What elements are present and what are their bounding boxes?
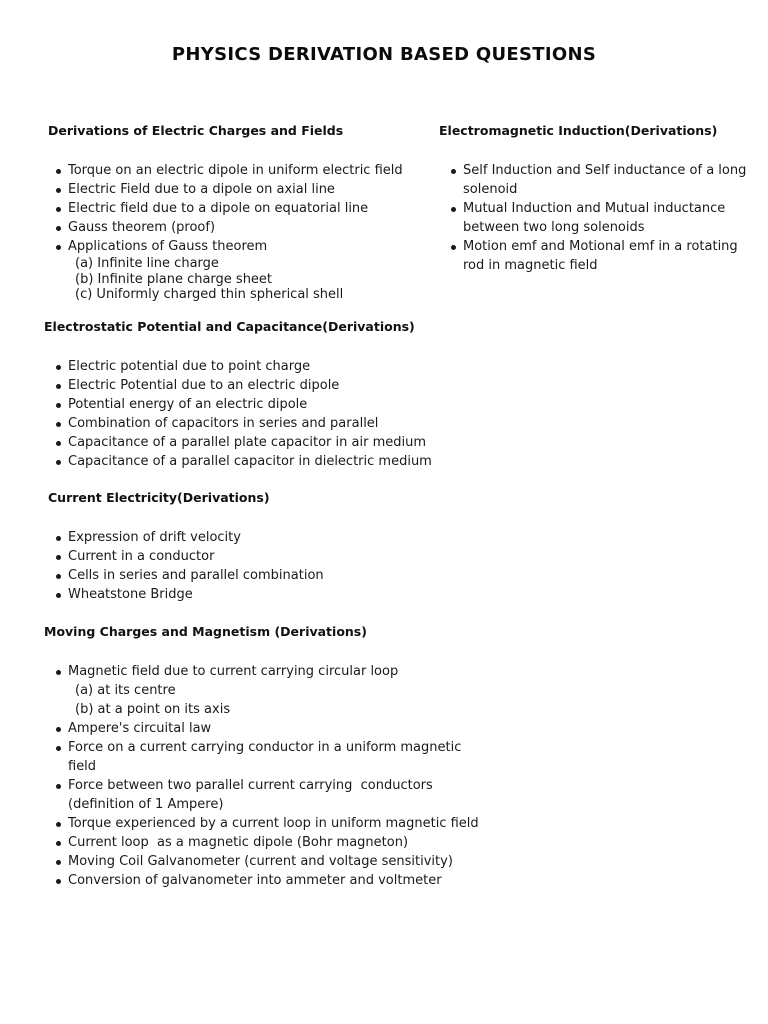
bullet-icon (56, 169, 61, 174)
list-item (44, 199, 444, 218)
list-item (44, 833, 469, 852)
list-item (44, 662, 469, 719)
bullet-icon (56, 593, 61, 598)
bullet-icon (56, 441, 61, 446)
bullet-icon (56, 860, 61, 865)
bullet-icon (56, 536, 61, 541)
bullet-icon (56, 555, 61, 560)
section-heading: Moving Charges and Magnetism (Derivations) (44, 624, 367, 639)
list-item (44, 433, 464, 452)
list-item (44, 585, 444, 604)
bullet-icon (451, 245, 456, 250)
bullet-icon (56, 226, 61, 231)
list-item (44, 376, 464, 395)
item-list (44, 357, 464, 471)
list-item (44, 566, 444, 585)
item-list (439, 161, 749, 275)
list-item (44, 218, 444, 237)
list-item (44, 452, 464, 471)
bullet-icon (451, 207, 456, 212)
item-text: Current in a conductor (68, 549, 215, 564)
item-text: Electric field due to a dipole on equatorial line (68, 201, 369, 216)
list-item (44, 719, 469, 738)
list-item (44, 237, 444, 303)
bullet-icon (56, 879, 61, 884)
section-electric-charges (44, 123, 444, 303)
section-current-electricity (44, 490, 444, 604)
item-text: Force between two parallel current carrying conductors (definition of 1 Ampere) (68, 778, 437, 812)
item-list (44, 662, 479, 890)
item-text: Electric Potential due to an electric dipole (68, 378, 340, 393)
item-text: Force on a current carrying conductor in a uniform magnetic field (68, 740, 462, 774)
bullet-icon (56, 422, 61, 427)
list-item (439, 199, 749, 237)
item-text: Wheatstone Bridge (68, 587, 193, 602)
bullet-icon (56, 188, 61, 193)
list-item (44, 528, 444, 547)
list-item (44, 414, 464, 433)
item-text: Electric Field due to a dipole on axial line (68, 182, 335, 197)
sub-item: (b) at a point on its axis (75, 702, 231, 717)
item-text: Ampere's circuital law (68, 721, 212, 736)
item-text: Torque on an electric dipole in uniform electric field (68, 163, 403, 178)
item-text: Gauss theorem (proof) (68, 220, 216, 235)
item-text: Magnetic field due to current carrying circular loop (68, 664, 399, 679)
item-text: Torque experienced by a current loop in uniform magnetic field (68, 816, 479, 831)
item-text: Capacitance of a parallel capacitor in dielectric medium (68, 454, 432, 469)
item-text: Applications of Gauss theorem (68, 239, 268, 254)
bullet-icon (56, 670, 61, 675)
list-item (44, 357, 464, 376)
list-item (44, 776, 469, 814)
section-electromagnetic-induction (439, 123, 749, 275)
list-item (44, 395, 464, 414)
bullet-icon (451, 169, 456, 174)
item-text: Combination of capacitors in series and parallel (68, 416, 379, 431)
list-item (439, 161, 749, 199)
section-heading: Electrostatic Potential and Capacitance(Derivations) (44, 319, 415, 334)
sub-item: (c) Uniformly charged thin spherical shell (75, 287, 344, 302)
list-item (44, 547, 444, 566)
item-text: Potential energy of an electric dipole (68, 397, 308, 412)
section-heading: Derivations of Electric Charges and Fields (48, 123, 344, 138)
bullet-icon (56, 784, 61, 789)
sub-item: (a) at its centre (75, 683, 176, 698)
bullet-icon (56, 574, 61, 579)
bullet-icon (56, 245, 61, 250)
item-text: Electric potential due to point charge (68, 359, 311, 374)
list-item (44, 180, 444, 199)
sub-item: (b) Infinite plane charge sheet (75, 271, 273, 287)
item-text: Conversion of galvanometer into ammeter and voltmeter (68, 873, 442, 888)
section-heading: Current Electricity(Derivations) (48, 490, 270, 505)
section-electrostatic-potential (44, 319, 464, 471)
item-text: Motion emf and Motional emf in a rotating rod in magnetic field (463, 239, 738, 273)
item-list (44, 161, 444, 303)
list-item (44, 738, 469, 776)
item-list (44, 528, 444, 604)
bullet-icon (56, 403, 61, 408)
item-text: Current loop as a magnetic dipole (Bohr magneton) (68, 835, 409, 850)
sub-list (68, 256, 444, 303)
item-text: Mutual Induction and Mutual inductance between two long solenoids (463, 201, 726, 235)
item-text: Expression of drift velocity (68, 530, 241, 545)
page-title: PHYSICS DERIVATION BASED QUESTIONS (171, 44, 597, 65)
bullet-icon (56, 207, 61, 212)
bullet-icon (56, 460, 61, 465)
item-text: Moving Coil Galvanometer (current and voltage sensitivity) (68, 854, 453, 869)
section-heading: Electromagnetic Induction(Derivations) (439, 123, 718, 138)
bullet-icon (56, 746, 61, 751)
list-item (44, 161, 444, 180)
bullet-icon (56, 822, 61, 827)
section-moving-charges (44, 624, 479, 890)
bullet-icon (56, 365, 61, 370)
bullet-icon (56, 727, 61, 732)
list-item (44, 871, 469, 890)
item-text: Capacitance of a parallel plate capacitor in air medium (68, 435, 427, 450)
bullet-icon (56, 841, 61, 846)
list-item (44, 814, 479, 833)
bullet-icon (56, 384, 61, 389)
sub-item: (a) Infinite line charge (75, 256, 219, 271)
list-item (44, 852, 469, 871)
item-text: Self Induction and Self inductance of a long solenoid (463, 163, 747, 197)
list-item (439, 237, 749, 275)
sub-list (68, 681, 469, 719)
item-text: Cells in series and parallel combination (68, 568, 324, 583)
